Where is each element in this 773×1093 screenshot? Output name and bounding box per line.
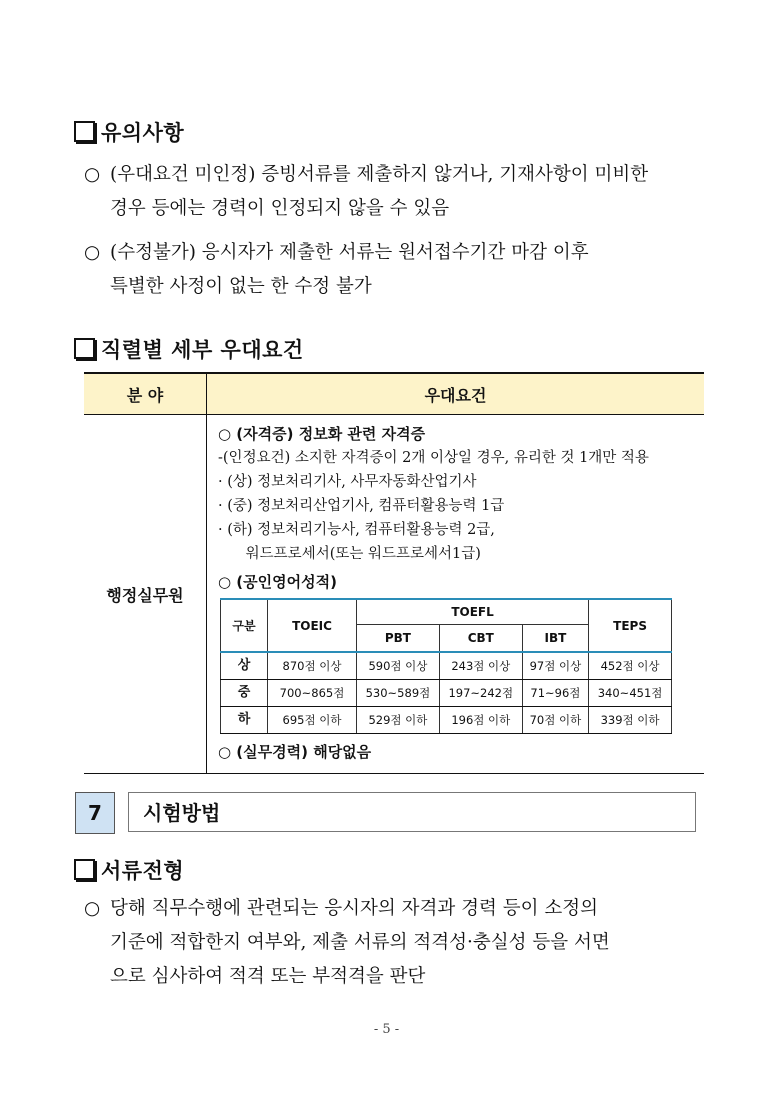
table-header-requirement: 우대요건 xyxy=(207,373,705,415)
section-title-notes xyxy=(74,117,184,147)
score-grade: 중 xyxy=(221,680,268,707)
bullet: ○ xyxy=(84,242,101,263)
score-pbt: 530~589점 xyxy=(357,680,440,707)
score-header-pbt: PBT xyxy=(357,625,440,653)
cert-heading: ○ (자격증) 정보화 관련 자격증 xyxy=(218,425,426,443)
score-header-teps: TEPS xyxy=(589,599,672,652)
score-header-toeic: TOEIC xyxy=(268,599,357,652)
score-header-cbt: CBT xyxy=(439,625,522,653)
score-header-toefl: TOEFL xyxy=(357,599,589,625)
paragraph-line: (수정불가) 응시자가 제출한 서류는 원서접수기간 마감 이후 xyxy=(110,242,589,263)
bullet: ○ xyxy=(84,898,101,919)
section-number-badge: 7 xyxy=(75,792,115,834)
score-cbt: 243점 이상 xyxy=(439,652,522,680)
section-heading-exam-method: 시험방법 xyxy=(128,792,696,832)
paragraph-line: 특별한 사정이 없는 한 수정 불가 xyxy=(110,276,372,297)
cert-line: · (하) 정보처리기능사, 컴퓨터활용능력 2급, xyxy=(218,522,495,538)
score-ibt: 97점 이상 xyxy=(522,652,588,680)
cert-line: · (중) 정보처리산업기사, 컴퓨터활용능력 1급 xyxy=(218,498,505,514)
section-title-text: 직렬별 세부 우대요건 xyxy=(101,338,304,362)
section-title-document-screening xyxy=(74,855,184,885)
score-pbt: 590점 이상 xyxy=(357,652,440,680)
section-title-text: 유의사항 xyxy=(101,121,185,145)
score-toeic: 700~865점 xyxy=(268,680,357,707)
score-row xyxy=(221,707,672,734)
checkbox-square-icon xyxy=(74,859,95,880)
english-score-table xyxy=(220,598,672,734)
career-line: ○ (실무경력) 해당없음 xyxy=(218,743,372,761)
paragraph-line: 기준에 적합한지 여부와, 제출 서류의 적격성·충실성 등을 서면 xyxy=(110,932,610,953)
notes-item-2 xyxy=(84,236,704,304)
score-cbt: 196점 이하 xyxy=(439,707,522,734)
checkbox-square-icon xyxy=(74,338,95,359)
score-teps: 339점 이하 xyxy=(589,707,672,734)
score-cbt: 197~242점 xyxy=(439,680,522,707)
cert-line: · (상) 정보처리기사, 사무자동화산업기사 xyxy=(218,474,477,490)
notes-item-1 xyxy=(84,158,704,226)
score-grade: 하 xyxy=(221,707,268,734)
paragraph-line: (우대요건 미인정) 증빙서류를 제출하지 않거나, 기재사항이 미비한 xyxy=(110,164,649,185)
section-title-text: 서류전형 xyxy=(101,859,185,883)
score-pbt: 529점 이하 xyxy=(357,707,440,734)
english-heading: ○ (공인영어성적) xyxy=(218,573,337,591)
score-teps: 340~451점 xyxy=(589,680,672,707)
score-grade: 상 xyxy=(221,652,268,680)
field-name: 행정실무원 xyxy=(84,415,207,774)
paragraph-line: 으로 심사하여 적격 또는 부적격을 판단 xyxy=(110,966,426,987)
page-number: - 5 - xyxy=(373,1022,400,1037)
section-title-requirements xyxy=(74,334,304,364)
score-header-ibt: IBT xyxy=(522,625,588,653)
score-ibt: 70점 이하 xyxy=(522,707,588,734)
bullet: ○ xyxy=(84,164,101,185)
paragraph-line: 당해 직무수행에 관련되는 응시자의 자격과 경력 등이 소정의 xyxy=(110,898,598,919)
score-teps: 452점 이상 xyxy=(589,652,672,680)
score-row xyxy=(221,652,672,680)
screening-item-1 xyxy=(84,892,704,994)
score-row xyxy=(221,680,672,707)
checkbox-square-icon xyxy=(74,121,95,142)
score-toeic: 870점 이상 xyxy=(268,652,357,680)
requirements-table xyxy=(84,372,704,774)
score-toeic: 695점 이하 xyxy=(268,707,357,734)
score-header-grade: 구분 xyxy=(221,599,268,652)
cert-line: 워드프로세서(또는 워드프로세서1급) xyxy=(218,546,481,562)
table-header-field: 분 야 xyxy=(84,373,207,415)
cert-line: -(인정요건) 소지한 자격증이 2개 이상일 경우, 유리한 것 1개만 적용 xyxy=(218,450,649,466)
requirement-cell xyxy=(207,415,705,774)
paragraph-line: 경우 등에는 경력이 인정되지 않을 수 있음 xyxy=(110,198,450,219)
score-ibt: 71~96점 xyxy=(522,680,588,707)
